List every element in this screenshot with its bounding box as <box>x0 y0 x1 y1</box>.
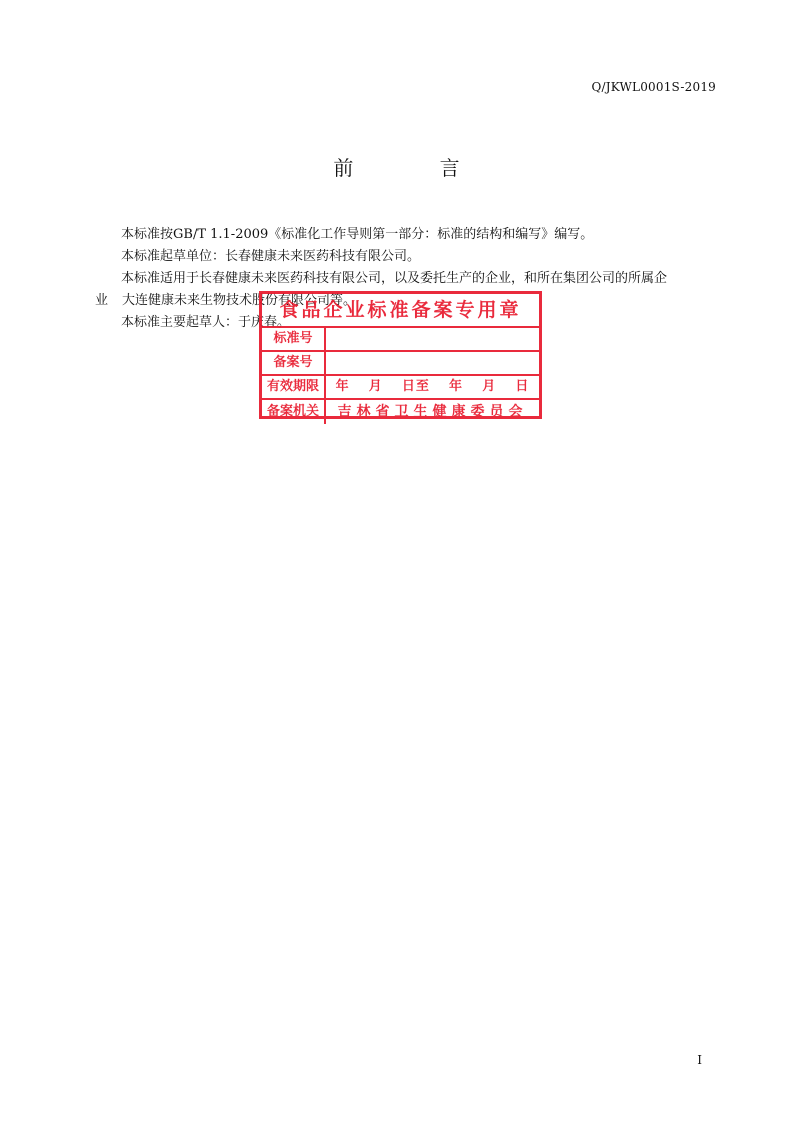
page-title: 前 言 <box>333 156 500 180</box>
stamp-label: 有效期限 <box>262 376 326 398</box>
stamp-label: 备案机关 <box>262 400 326 424</box>
stamp-row-validity <box>262 376 539 400</box>
stamp-value <box>326 328 539 350</box>
paragraph-drafting-unit: 本标准起草单位：长春健康未来医药科技有限公司。 <box>121 249 421 264</box>
paragraph-scope: 本标准适用于长春健康未来医药科技有限公司，以及委托生产的企业，和所在集团公司的所属企 <box>121 271 668 286</box>
stamp-row-filing-authority <box>262 400 539 424</box>
stamp-label: 标准号 <box>262 328 326 350</box>
date-part: 日 <box>515 379 530 394</box>
paragraph-scope-line2: 大连健康未来生物技术股份有限公司等。 <box>122 293 357 308</box>
date-part: 年 <box>449 379 464 394</box>
document-code: Q/JKWL0001S-2019 <box>591 80 716 94</box>
filing-stamp <box>259 291 542 419</box>
date-part: 日至 <box>401 379 430 394</box>
stamp-row-standard-number <box>262 328 539 352</box>
date-part: 年 <box>335 379 350 394</box>
stamp-title: 食品企业标准备案专用章 <box>262 294 539 328</box>
stamp-row-filing-number <box>262 352 539 376</box>
stamp-value: 吉林省卫生健康委员会 <box>337 404 528 420</box>
date-part: 月 <box>368 379 383 394</box>
stamp-value <box>326 352 539 374</box>
stamp-label: 备案号 <box>262 352 326 374</box>
page-number: I <box>697 1053 702 1067</box>
date-part: 月 <box>482 379 497 394</box>
paragraph-scope-wrap-char: 业 <box>95 293 109 308</box>
paragraph-drafters: 本标准主要起草人：于庆春。 <box>121 315 291 330</box>
stamp-validity-dates <box>326 376 539 398</box>
paragraph-standard-basis: 本标准按GB/T 1.1-2009《标准化工作导则第一部分：标准的结构和编写》编写。 <box>121 227 594 242</box>
